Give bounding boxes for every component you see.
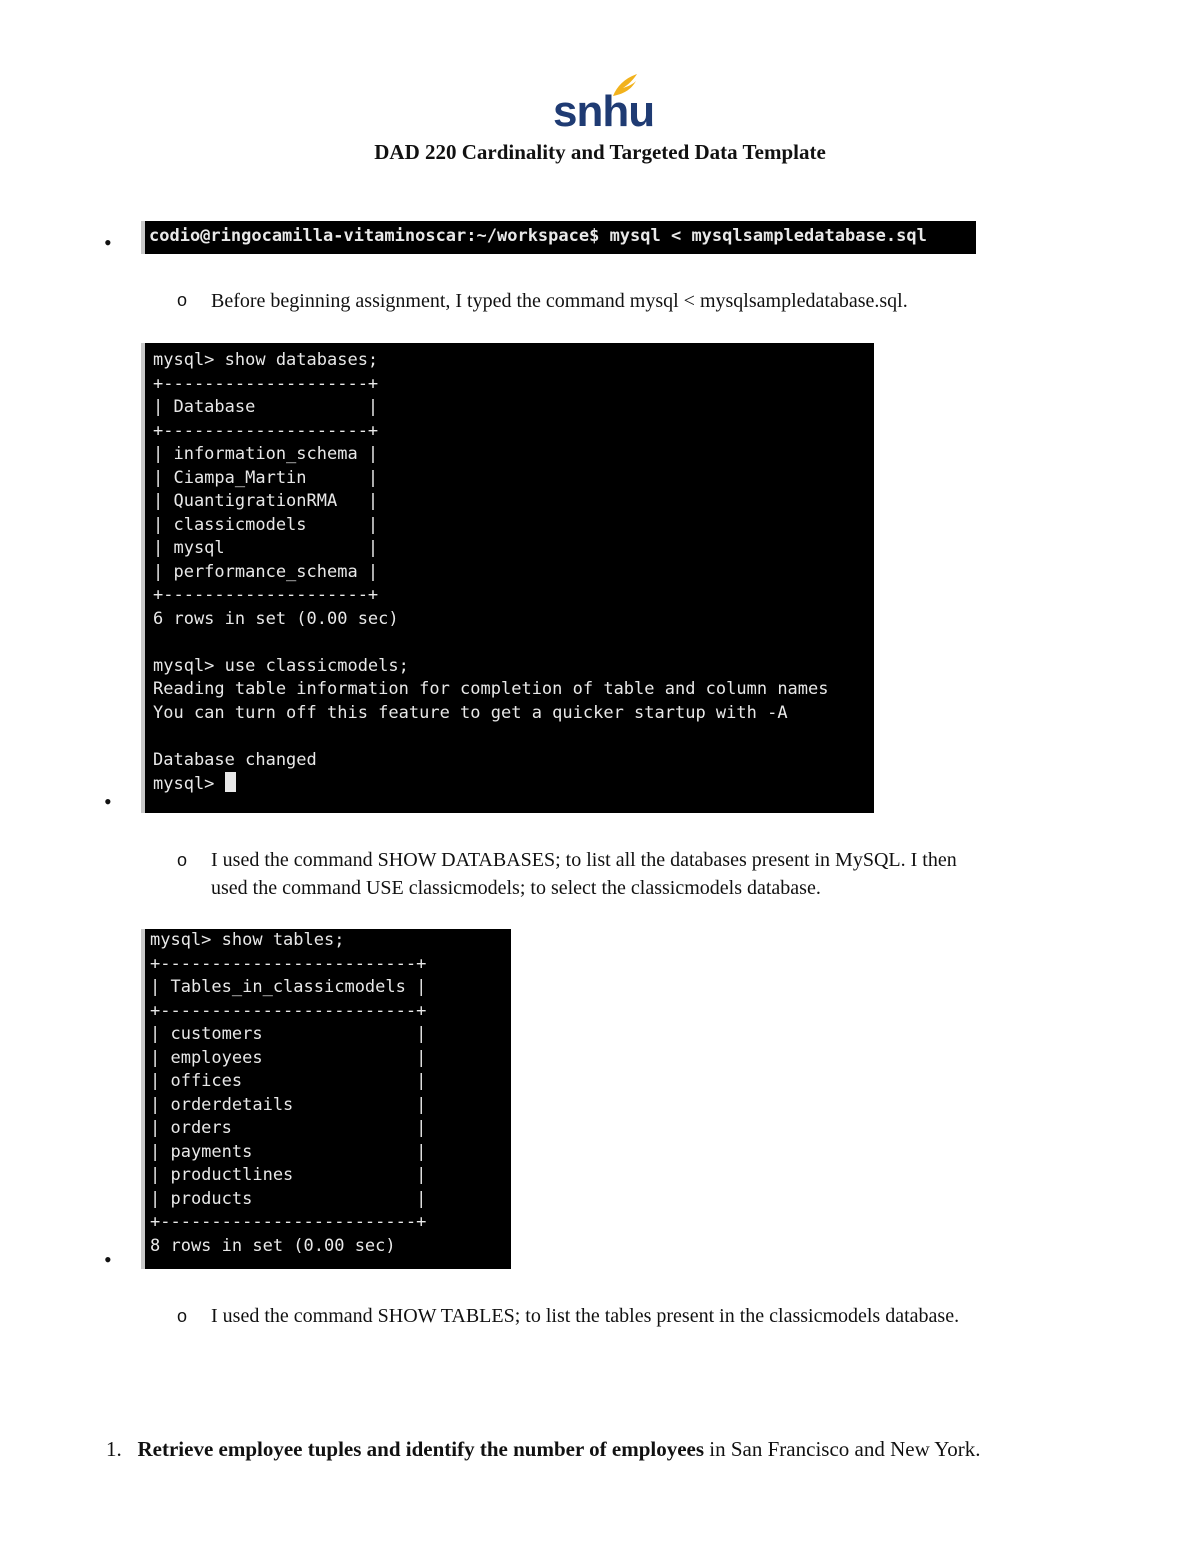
terminal-line: | Database |: [153, 397, 379, 417]
terminal-line: codio@ringocamilla-vitaminoscar:~/workspace$ mysql < mysqlsampledatabase.sql: [149, 226, 927, 246]
terminal-line: 6 rows in set (0.00 sec): [153, 608, 399, 629]
question-number: 1.: [106, 1437, 122, 1461]
terminal-line: | Ciampa_Martin |: [153, 467, 379, 488]
document-title: DAD 220 Cardinality and Targeted Data Template: [374, 140, 826, 164]
terminal-line: +-------------------------+: [150, 953, 427, 974]
sub-bullet-2: o: [177, 850, 188, 870]
terminal-line: [153, 631, 874, 655]
terminal-line: Database changed: [153, 749, 317, 770]
terminal-line: | performance_schema |: [153, 561, 379, 582]
terminal-line: +--------------------+: [153, 420, 379, 441]
terminal-line: | QuantigrationRMA |: [153, 491, 379, 511]
terminal-prompt: mysql>: [153, 774, 225, 794]
terminal-screenshot-tables: [141, 929, 511, 1269]
terminal-cursor: [225, 772, 236, 792]
terminal-line: | payments |: [150, 1141, 427, 1162]
terminal-line: | employees |: [150, 1047, 427, 1068]
terminal-line: | orderdetails |: [150, 1094, 427, 1115]
logo-text: snhu: [553, 87, 655, 136]
terminal-screenshot-databases: [141, 343, 874, 813]
bullet-3: •: [104, 1247, 112, 1272]
terminal-line: | products |: [150, 1188, 427, 1209]
sub-bullet-3: o: [177, 1306, 188, 1326]
terminal-line: [153, 725, 874, 749]
question-rest: in San Francisco and New York.: [704, 1437, 981, 1461]
terminal-line: mysql> show databases;: [153, 350, 379, 370]
terminal-line: | classicmodels |: [153, 514, 379, 535]
terminal-line: mysql> use classicmodels;: [153, 655, 409, 676]
question-bold: Retrieve employee tuples and identify the number of employees: [137, 1437, 705, 1461]
question-1: [106, 1437, 981, 1462]
terminal-line: | offices |: [150, 1071, 427, 1091]
terminal-line: | orders |: [150, 1118, 427, 1138]
terminal-line: 8 rows in set (0.00 sec): [150, 1235, 396, 1256]
terminal-line: Reading table information for completion of table and column names: [153, 679, 829, 699]
terminal-line: | productlines |: [150, 1165, 427, 1185]
caption-databases: [211, 846, 957, 902]
terminal-line: | mysql |: [153, 538, 379, 558]
terminal-line: +--------------------+: [153, 373, 379, 394]
terminal-line: | customers |: [150, 1024, 427, 1044]
terminal-line: +-------------------------+: [150, 1000, 427, 1021]
bullet-1: •: [104, 230, 112, 255]
caption-import: Before beginning assignment, I typed the command mysql < mysqlsampledatabase.sql.: [211, 290, 908, 312]
terminal-line: You can turn off this feature to get a quicker startup with -A: [153, 702, 788, 723]
terminal-prompt-line: [153, 772, 874, 797]
terminal-line: mysql> show tables;: [150, 930, 345, 950]
terminal-line: | Tables_in_classicmodels |: [150, 977, 427, 997]
terminal-line: +--------------------+: [153, 585, 379, 605]
caption-databases-line-1: I used the command SHOW DATABASES; to list all the databases present in MySQL. I then: [211, 849, 957, 871]
caption-databases-line-2: used the command USE classicmodels; to select the classicmodels database.: [211, 877, 821, 899]
terminal-screenshot-import: [141, 221, 976, 254]
terminal-line: +-------------------------+: [150, 1212, 427, 1232]
snhu-logo: [553, 72, 655, 136]
terminal-line: | information_schema |: [153, 444, 379, 464]
sub-bullet-1: o: [177, 290, 188, 310]
bullet-2: •: [104, 789, 112, 814]
caption-tables: I used the command SHOW TABLES; to list the tables present in the classicmodels database.: [211, 1305, 960, 1327]
